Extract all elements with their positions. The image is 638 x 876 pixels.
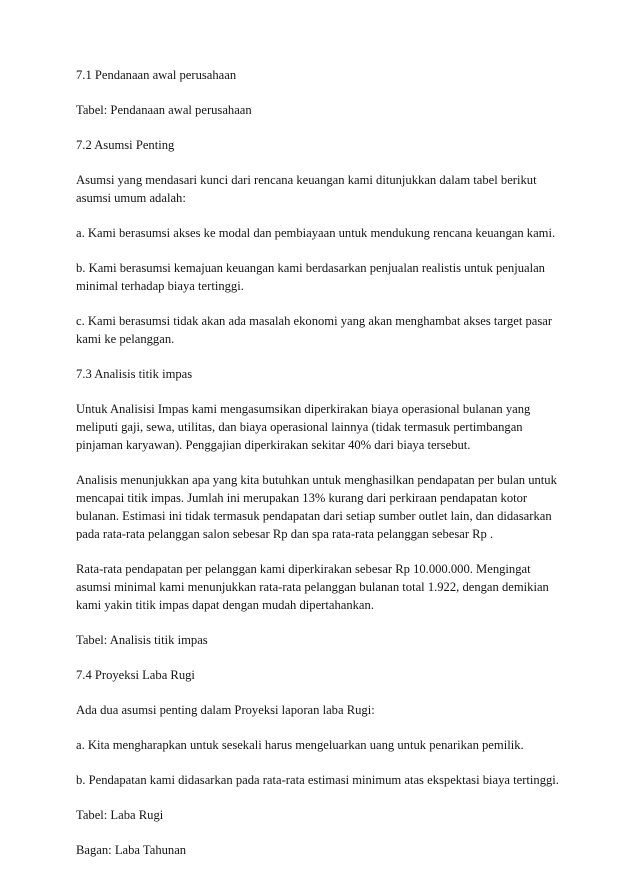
table-caption-impas: Tabel: Analisis titik impas bbox=[76, 633, 208, 647]
paragraph-impas-revenue: Rata-rata pendapatan per pelanggan kami diperkirakan sebesar Rp 10.000.000. Mengingat asumsi minimal kami menunjukkan rata-rata pelanggan bulanan total 1.922, dengan demikian kami yakin titik impas dapat dengan mudah dipertahankan. bbox=[76, 562, 549, 612]
paragraph-laba-a: a. Kita mengharapkan untuk sesekali harus mengeluarkan uang untuk penarikan pemilik. bbox=[76, 738, 524, 752]
table-caption-pendanaan: Tabel: Pendanaan awal perusahaan bbox=[76, 103, 252, 117]
chart-caption-laba-tahunan: Bagan: Laba Tahunan bbox=[76, 843, 187, 857]
paragraph-asumsi-c: c. Kami berasumsi tidak akan ada masalah ekonomi yang akan menghambat akses target pasar kami ke pelanggan. bbox=[76, 314, 553, 346]
paragraph-impas-intro: Untuk Analisisi Impas kami mengasumsikan diperkirakan biaya operasional bulanan yang meliputi gaji, sewa, utilitas, dan biaya operasional lainnya (tidak termasuk pertimbangan pinjaman karyawan). Penggajian diperkirakan sekitar 40% dari biaya tersebut. bbox=[76, 402, 531, 452]
section-heading-7-4: 7.4 Proyeksi Laba Rugi bbox=[76, 668, 195, 682]
section-heading-7-2: 7.2 Asumsi Penting bbox=[76, 138, 175, 152]
document-body bbox=[76, 66, 566, 876]
paragraph-asumsi-intro: Asumsi yang mendasari kunci dari rencana keuangan kami ditunjukkan dalam tabel berikut asumsi umum adalah: bbox=[76, 173, 537, 205]
paragraph-impas-analysis: Analisis menunjukkan apa yang kita butuhkan untuk menghasilkan pendapatan per bulan untuk mencapai titik impas. Jumlah ini merupakan 13% kurang dari perkiraan pendapatan kotor bulanan. Estimasi ini tidak termasuk pendapatan dari setiap sumber outlet lain, dan didasarkan pada rata-rata pelanggan salon sebesar Rp dan spa rata-rata pelanggan sebesar Rp . bbox=[76, 473, 557, 541]
section-heading-7-1: 7.1 Pendanaan awal perusahaan bbox=[76, 68, 237, 82]
table-caption-laba-rugi: Tabel: Laba Rugi bbox=[76, 808, 164, 822]
paragraph-asumsi-a: a. Kami berasumsi akses ke modal dan pembiayaan untuk mendukung rencana keuangan kami. bbox=[76, 226, 556, 240]
paragraph-asumsi-b: b. Kami berasumsi kemajuan keuangan kami berdasarkan penjualan realistis untuk penjualan minimal terhadap biaya tertinggi. bbox=[76, 261, 545, 293]
paragraph-laba-intro: Ada dua asumsi penting dalam Proyeksi laporan laba Rugi: bbox=[76, 703, 375, 717]
section-heading-7-3: 7.3 Analisis titik impas bbox=[76, 367, 193, 381]
paragraph-laba-b: b. Pendapatan kami didasarkan pada rata-rata estimasi minimum atas ekspektasi biaya tertinggi. bbox=[76, 773, 559, 787]
